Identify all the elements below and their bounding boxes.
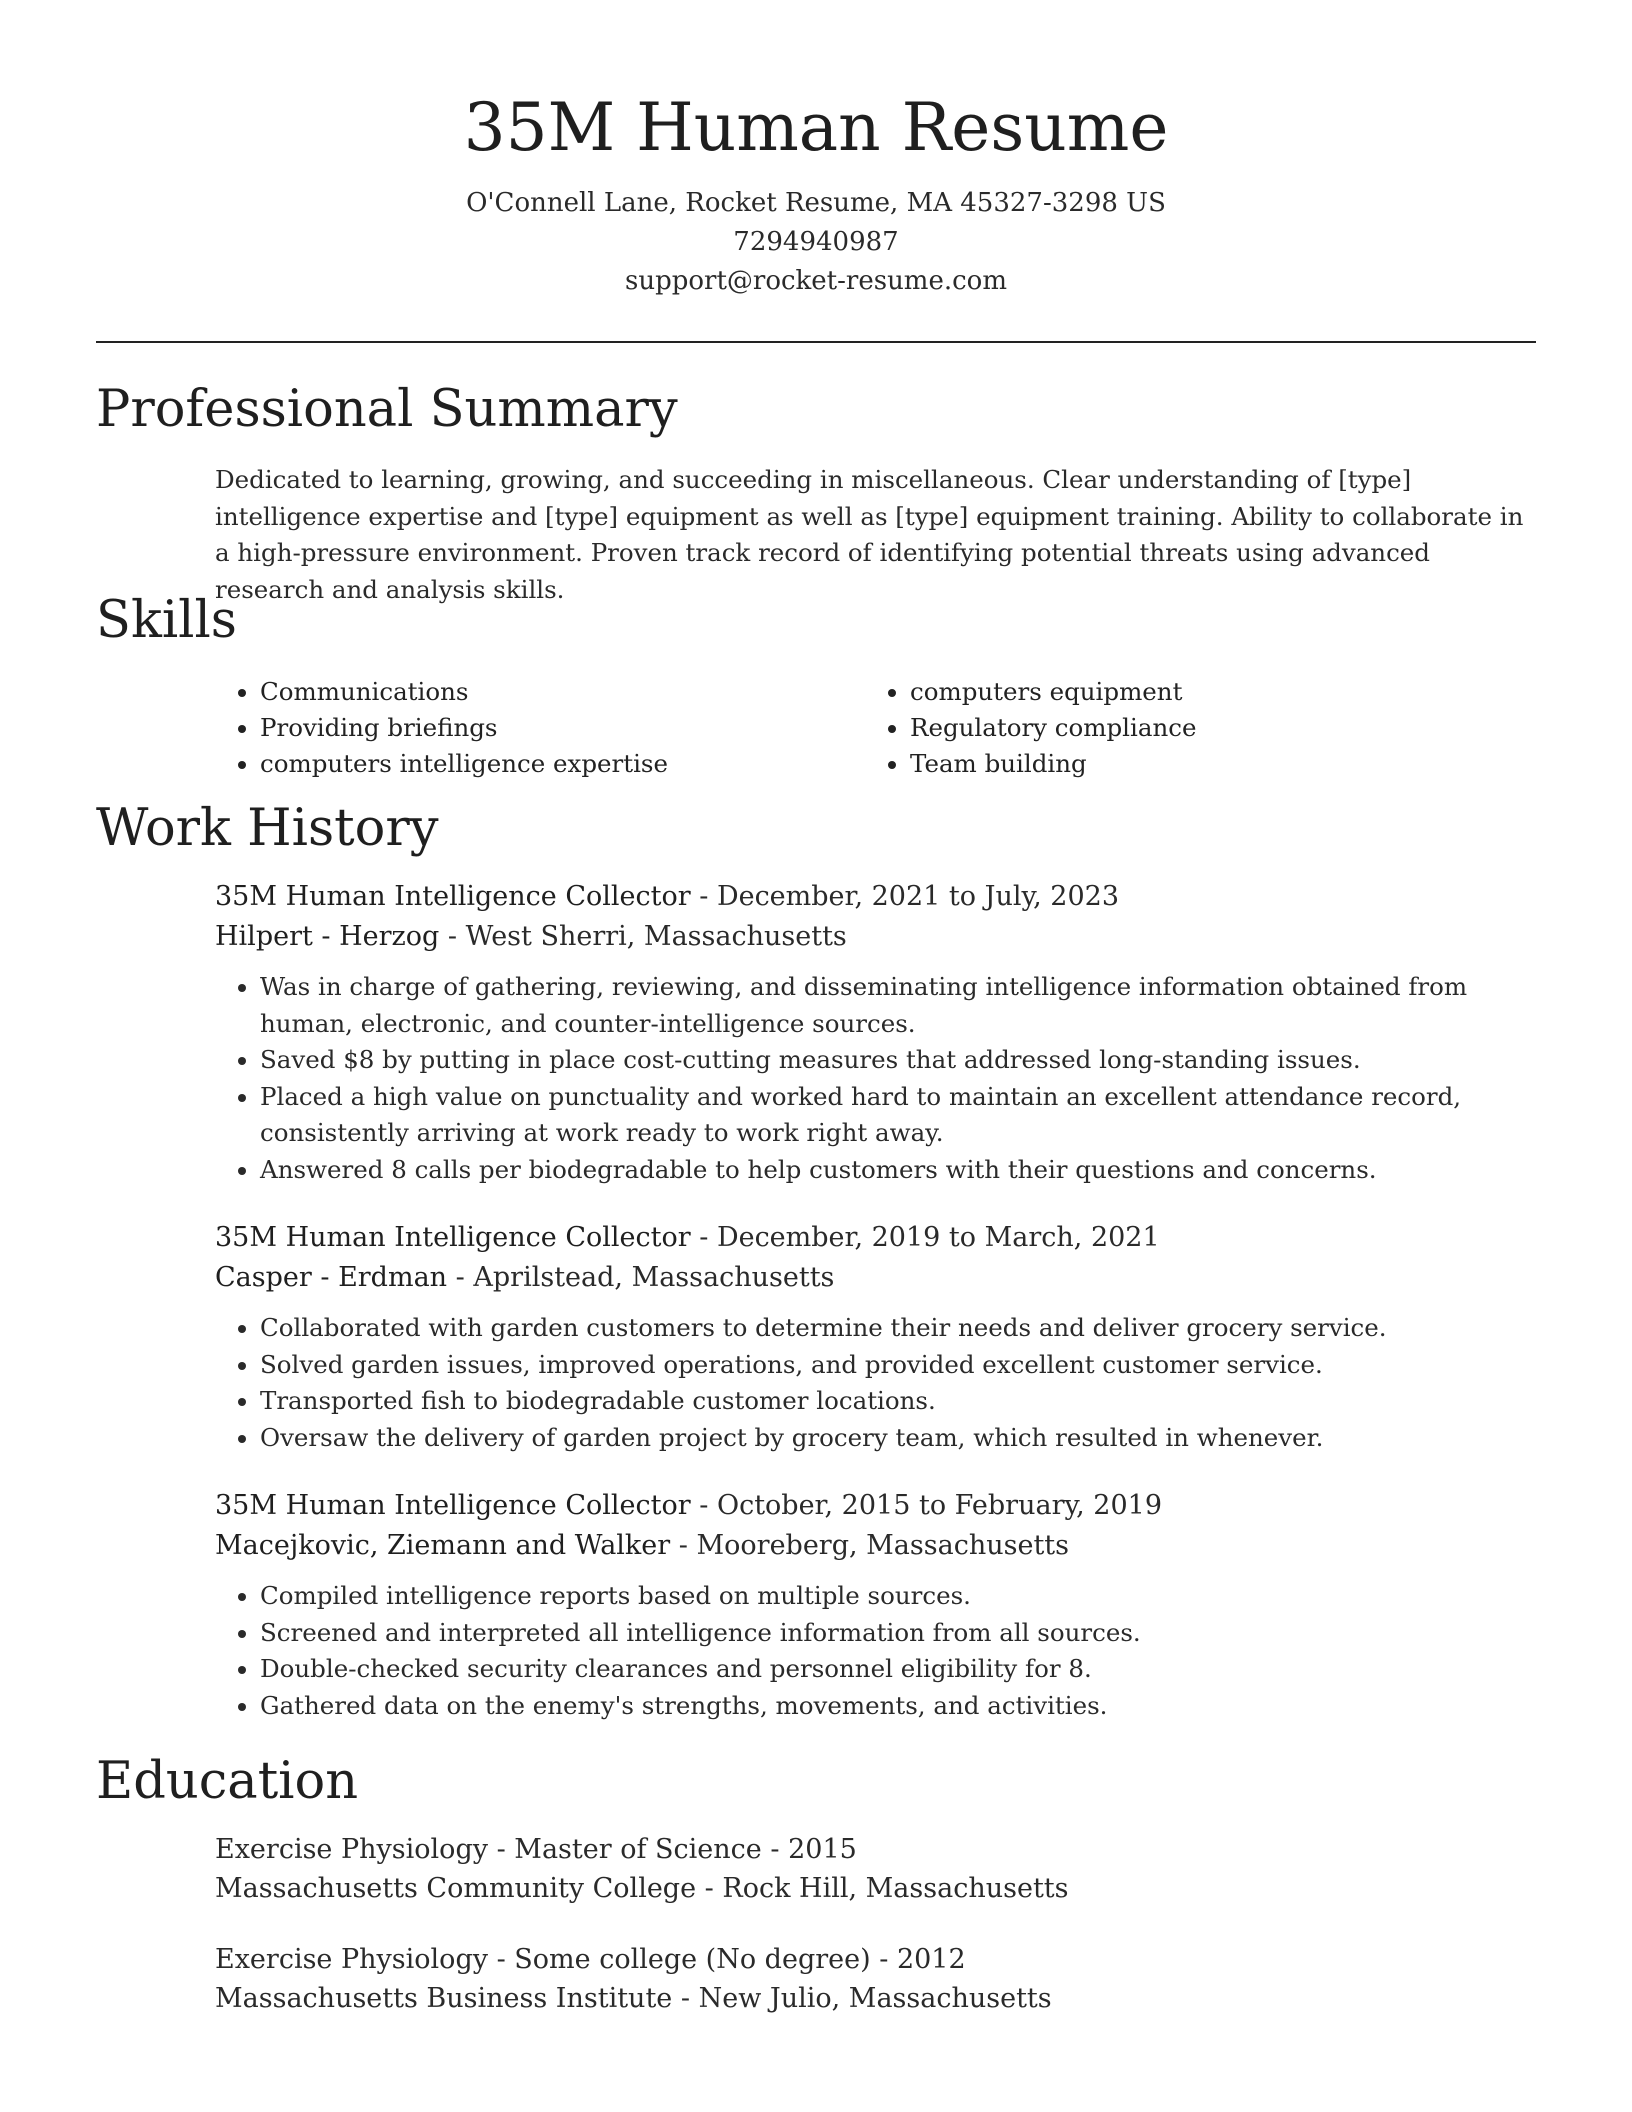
- education-heading: Education: [96, 1752, 359, 1811]
- job-company-line: [215, 1258, 1535, 1298]
- education-location: Rock Hill, Massachusetts: [722, 1873, 1069, 1904]
- job-company-line: [215, 917, 1535, 957]
- education-entry: [215, 1940, 1535, 2018]
- skill-item: • Team building: [910, 746, 1510, 782]
- job-title-line: [215, 1486, 1535, 1526]
- separator: -: [770, 1834, 789, 1865]
- job-location: West Sherri, Massachusetts: [465, 921, 847, 952]
- education-degree-line: [215, 1940, 1535, 1979]
- job-entry: [215, 877, 1535, 1188]
- separator: -: [704, 1873, 723, 1904]
- header-divider: [96, 341, 1536, 343]
- contact-phone: 7294940987: [733, 227, 899, 257]
- skill-item: • computers intelligence expertise: [260, 746, 865, 782]
- summary-heading: Professional Summary: [96, 380, 678, 439]
- job-bullet: • Compiled intelligence reports based on multiple sources.: [260, 1578, 1535, 1615]
- summary-text: Dedicated to learning, growing, and succeeding in miscellaneous. Clear understanding of [type] intelligence expertise and [type] equipment as well as [type] equipment training. Ability to collaborate in a high-pressure environment. Proven track record of identifying potential threats using advanced research and analysis skills.: [215, 465, 1524, 604]
- education-entry: [215, 1830, 1535, 1908]
- job-bullets: [215, 1310, 1535, 1456]
- job-entry: [215, 1218, 1535, 1456]
- separator: -: [699, 1222, 717, 1253]
- job-bullet: • Was in charge of gathering, reviewing, and disseminating intelligence information obtained from human, electronic, and counter-intelligence sources.: [260, 969, 1535, 1042]
- skill-item: • Communications: [260, 674, 865, 710]
- education-school-line: [215, 1979, 1535, 2018]
- skills-column-right: [865, 674, 1510, 782]
- skill-item: • Regulatory compliance: [910, 710, 1510, 746]
- job-dates: December, 2019 to March, 2021: [716, 1222, 1160, 1253]
- separator: -: [496, 1944, 515, 1975]
- job-bullet: • Solved garden issues, improved operations, and provided excellent customer service.: [260, 1347, 1535, 1384]
- job-title-line: [215, 877, 1535, 917]
- job-bullets: [215, 1578, 1535, 1724]
- separator: -: [496, 1834, 515, 1865]
- job-dates: October, 2015 to February, 2019: [716, 1490, 1163, 1521]
- skills-column-left: [215, 674, 865, 782]
- contact-email: support@rocket-resume.com: [624, 266, 1007, 296]
- job-location: Mooreberg, Massachusetts: [696, 1530, 1070, 1561]
- separator: -: [699, 881, 717, 912]
- education-degree: Some college (No degree): [514, 1944, 871, 1975]
- skills-heading: Skills: [96, 591, 237, 650]
- contact-block: [0, 184, 1632, 301]
- job-bullet: • Screened and interpreted all intelligence information from all sources.: [260, 1615, 1535, 1652]
- job-location: Aprilstead, Massachusetts: [473, 1262, 835, 1293]
- job-bullet: • Transported fish to biodegradable customer locations.: [260, 1383, 1535, 1420]
- education-degree: Master of Science: [514, 1834, 762, 1865]
- contact-address: O'Connell Lane, Rocket Resume, MA 45327-3298 US: [466, 188, 1166, 218]
- skill-item: • computers equipment: [910, 674, 1510, 710]
- education-location: New Julio, Massachusetts: [698, 1983, 1052, 2014]
- education-degree-line: [215, 1830, 1535, 1869]
- job-bullet: • Placed a high value on punctuality and worked hard to maintain an excellent attendance record, consistently arriving at work ready to work right away.: [260, 1079, 1535, 1152]
- job-title-line: [215, 1218, 1535, 1258]
- education-year: 2015: [788, 1834, 857, 1865]
- separator: -: [455, 1262, 474, 1293]
- job-entry: [215, 1486, 1535, 1724]
- separator: -: [699, 1490, 717, 1521]
- separator: -: [447, 921, 466, 952]
- job-role: 35M Human Intelligence Collector: [215, 881, 691, 912]
- work-history-heading: Work History: [96, 799, 439, 858]
- skills-list: [215, 674, 1535, 782]
- resume-header: [0, 84, 1632, 301]
- education-school: Massachusetts Business Institute: [215, 1983, 673, 2014]
- job-role: 35M Human Intelligence Collector: [215, 1222, 691, 1253]
- separator: -: [678, 1530, 697, 1561]
- job-bullet: • Collaborated with garden customers to determine their needs and deliver grocery service.: [260, 1310, 1535, 1347]
- job-role: 35M Human Intelligence Collector: [215, 1490, 691, 1521]
- job-company-line: [215, 1526, 1535, 1566]
- education-field: Exercise Physiology: [215, 1944, 488, 1975]
- education-year: 2012: [896, 1944, 966, 1975]
- job-bullet: • Answered 8 calls per biodegradable to help customers with their questions and concerns.: [260, 1152, 1535, 1189]
- job-bullets: [215, 969, 1535, 1188]
- job-bullet: • Saved $8 by putting in place cost-cutting measures that addressed long-standing issues.: [260, 1042, 1535, 1079]
- education-field: Exercise Physiology: [215, 1834, 488, 1865]
- candidate-name: 35M Human Resume: [463, 89, 1169, 166]
- job-company: Hilpert - Herzog: [215, 921, 440, 952]
- job-bullet: • Gathered data on the enemy's strengths, movements, and activities.: [260, 1688, 1535, 1725]
- job-dates: December, 2021 to July, 2023: [716, 881, 1120, 912]
- job-bullet: • Double-checked security clearances and personnel eligibility for 8.: [260, 1651, 1535, 1688]
- separator: -: [879, 1944, 897, 1975]
- education-school: Massachusetts Community College: [215, 1873, 697, 1904]
- education-school-line: [215, 1869, 1535, 1908]
- job-company: Macejkovic, Ziemann and Walker: [215, 1530, 671, 1561]
- job-company: Casper - Erdman: [215, 1262, 448, 1293]
- skill-item: • Providing briefings: [260, 710, 865, 746]
- job-bullet: • Oversaw the delivery of garden project by grocery team, which resulted in whenever.: [260, 1420, 1535, 1457]
- separator: -: [680, 1983, 699, 2014]
